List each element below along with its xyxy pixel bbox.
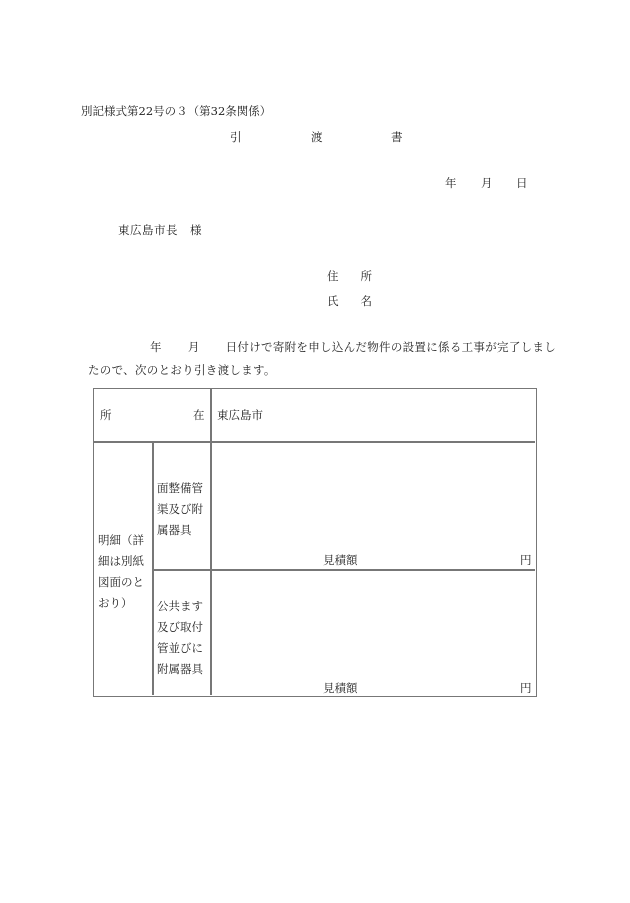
title-char: 書 [391,130,403,144]
title-char: 渡 [311,130,323,144]
body-line-1 [150,342,556,354]
address-label [327,271,372,283]
location-label-left: 所 [100,408,112,422]
item-name-line: 管並びに [157,641,203,655]
item-name-line: 公共ます [157,599,203,613]
item-name-line: 面整備管 [157,481,203,495]
handover-table [93,388,537,697]
name-label [327,296,372,308]
title-char: 引 [230,130,242,144]
location-label-right: 在 [193,408,205,422]
body-line-2: たので、次のとおり引き渡します。 [88,363,276,377]
item-row-divider [152,569,535,571]
body-year: 年 [150,340,162,354]
item-name-line: 及び取付 [157,620,203,634]
location-value: 東広島市 [217,408,263,422]
currency-label: 円 [520,681,532,695]
item-name-line: 渠及び附 [157,502,203,516]
addressee: 東広島市長 様 [118,223,202,237]
item-name-line: 附属器具 [157,662,203,676]
item-name [157,478,211,541]
form-label: 別記様式第22号の３（第32条関係） [81,104,272,118]
date-day: 日 [516,176,528,190]
estimate-label: 見積額 [323,681,358,695]
date-year: 年 [445,176,457,190]
detail-label-line: 明細（詳 [98,533,144,547]
body-text: 日付けで寄附を申し込んだ物件の設置に係る工事が完了しまし [225,340,557,354]
date-month: 月 [481,176,493,190]
row-divider [94,441,535,443]
name-label-char: 氏 [327,294,339,308]
item-name-line: 属器具 [157,523,192,537]
name-label-char: 名 [360,294,372,308]
inner-column-divider [152,441,154,695]
detail-label-line: 図面のと [98,575,144,589]
detail-label-line: おり） [98,596,133,610]
currency-label: 円 [520,553,532,567]
estimate-label: 見積額 [323,553,358,567]
item-name [157,596,211,680]
address-label-char: 住 [327,269,339,283]
detail-label [98,530,152,614]
detail-label-line: 細は別紙 [98,554,144,568]
body-month: 月 [187,340,200,354]
address-label-char: 所 [360,269,372,283]
